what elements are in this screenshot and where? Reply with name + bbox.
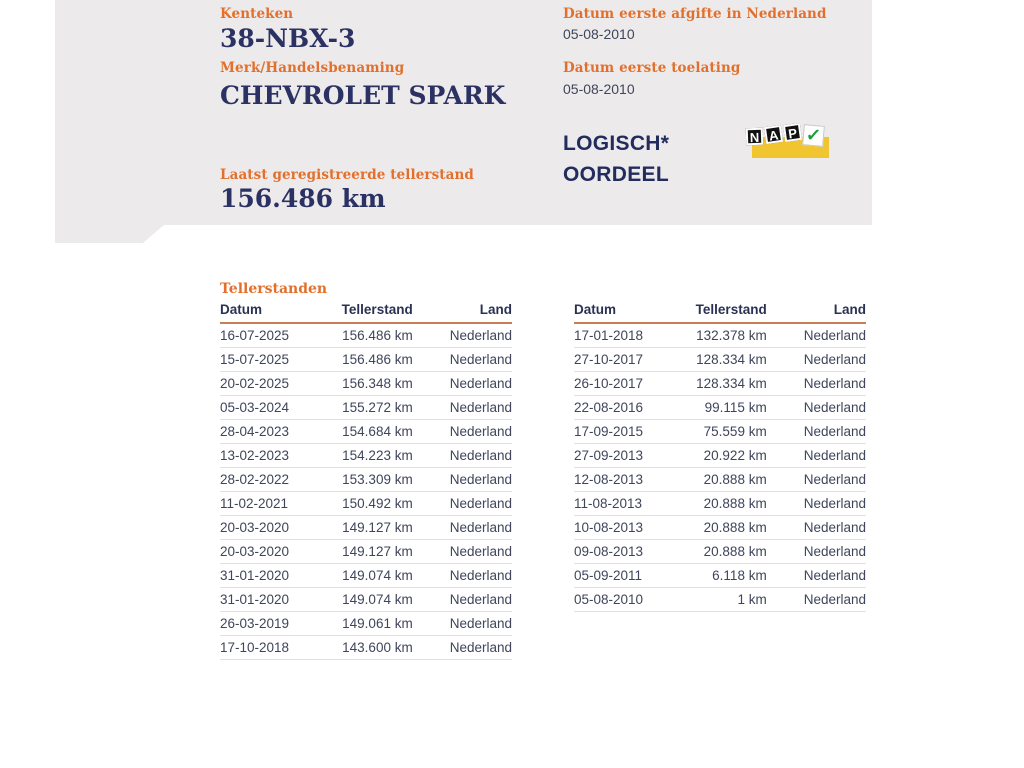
table-row xyxy=(574,588,866,612)
cell-datum: 20-02-2025 xyxy=(220,372,328,396)
merk-label: Merk/Handelsbenaming xyxy=(220,60,405,76)
nap-letter-n: N xyxy=(746,128,764,146)
table-row xyxy=(220,348,512,372)
table-row xyxy=(574,444,866,468)
cell-datum: 20-03-2020 xyxy=(220,540,328,564)
cell-tellerstand: 156.348 km xyxy=(328,372,413,396)
cell-tellerstand: 20.922 km xyxy=(682,444,767,468)
cell-land: Nederland xyxy=(767,492,866,516)
cell-tellerstand: 6.118 km xyxy=(682,564,767,588)
cell-datum: 26-03-2019 xyxy=(220,612,328,636)
table-row xyxy=(574,540,866,564)
cell-tellerstand: 143.600 km xyxy=(328,636,413,660)
table-row xyxy=(574,323,866,348)
cell-datum: 05-03-2024 xyxy=(220,396,328,420)
table-row xyxy=(220,588,512,612)
cell-land: Nederland xyxy=(767,564,866,588)
cell-land: Nederland xyxy=(413,636,512,660)
cell-tellerstand: 20.888 km xyxy=(682,468,767,492)
table-header-row xyxy=(574,300,866,323)
cell-tellerstand: 154.223 km xyxy=(328,444,413,468)
afgifte-label: Datum eerste afgifte in Nederland xyxy=(563,6,827,22)
cell-tellerstand: 149.127 km xyxy=(328,516,413,540)
cell-datum: 11-02-2021 xyxy=(220,492,328,516)
cell-land: Nederland xyxy=(767,372,866,396)
cell-tellerstand: 156.486 km xyxy=(328,323,413,348)
cell-datum: 13-02-2023 xyxy=(220,444,328,468)
cell-tellerstand: 149.061 km xyxy=(328,612,413,636)
cell-datum: 17-01-2018 xyxy=(574,323,682,348)
cell-datum: 28-02-2022 xyxy=(220,468,328,492)
cell-datum: 17-09-2015 xyxy=(574,420,682,444)
cell-tellerstand: 128.334 km xyxy=(682,372,767,396)
table-row xyxy=(220,612,512,636)
merk-value: CHEVROLET SPARK xyxy=(220,81,506,110)
table-row xyxy=(220,564,512,588)
laatst-tellerstand-value: 156.486 km xyxy=(220,184,386,213)
kenteken-label: Kenteken xyxy=(220,6,294,22)
cell-land: Nederland xyxy=(413,396,512,420)
table-row xyxy=(220,540,512,564)
cell-datum: 05-08-2010 xyxy=(574,588,682,612)
table-row xyxy=(220,372,512,396)
table-row xyxy=(574,348,866,372)
table-row xyxy=(220,444,512,468)
cell-land: Nederland xyxy=(413,420,512,444)
cell-land: Nederland xyxy=(767,444,866,468)
cell-datum: 09-08-2013 xyxy=(574,540,682,564)
cell-tellerstand: 99.115 km xyxy=(682,396,767,420)
cell-tellerstand: 20.888 km xyxy=(682,516,767,540)
cell-datum: 17-10-2018 xyxy=(220,636,328,660)
cell-land: Nederland xyxy=(767,420,866,444)
cell-datum: 31-01-2020 xyxy=(220,564,328,588)
cell-datum: 31-01-2020 xyxy=(220,588,328,612)
cell-tellerstand: 128.334 km xyxy=(682,348,767,372)
toelating-value: 05-08-2010 xyxy=(563,81,635,97)
table-row xyxy=(220,420,512,444)
nap-letter-a: A xyxy=(764,125,783,144)
table-row xyxy=(574,492,866,516)
tellerstanden-table-left xyxy=(220,300,512,660)
table-row xyxy=(220,492,512,516)
cell-land: Nederland xyxy=(413,492,512,516)
cell-datum: 22-08-2016 xyxy=(574,396,682,420)
oordeel-line1: LOGISCH* xyxy=(563,132,670,155)
cell-tellerstand: 149.074 km xyxy=(328,588,413,612)
cell-tellerstand: 20.888 km xyxy=(682,540,767,564)
cell-tellerstand: 150.492 km xyxy=(328,492,413,516)
cell-land: Nederland xyxy=(413,564,512,588)
cell-land: Nederland xyxy=(413,588,512,612)
cell-tellerstand: 156.486 km xyxy=(328,348,413,372)
cell-land: Nederland xyxy=(767,323,866,348)
afgifte-value: 05-08-2010 xyxy=(563,26,635,42)
cell-land: Nederland xyxy=(413,468,512,492)
column-header-datum: Datum xyxy=(574,300,682,323)
table-row xyxy=(574,516,866,540)
oordeel-text xyxy=(563,128,669,190)
cell-tellerstand: 20.888 km xyxy=(682,492,767,516)
cell-tellerstand: 155.272 km xyxy=(328,396,413,420)
cell-datum: 12-08-2013 xyxy=(574,468,682,492)
table-row xyxy=(220,323,512,348)
cell-datum: 28-04-2023 xyxy=(220,420,328,444)
laatst-tellerstand-label: Laatst geregistreerde tellerstand xyxy=(220,167,474,183)
nap-letter-p: P xyxy=(783,123,802,142)
cell-tellerstand: 154.684 km xyxy=(328,420,413,444)
table-row xyxy=(220,396,512,420)
cell-datum: 16-07-2025 xyxy=(220,323,328,348)
table-row xyxy=(574,468,866,492)
cell-tellerstand: 153.309 km xyxy=(328,468,413,492)
cell-land: Nederland xyxy=(413,348,512,372)
cell-datum: 26-10-2017 xyxy=(574,372,682,396)
cell-datum: 15-07-2025 xyxy=(220,348,328,372)
nap-checkmark-icon: ✓ xyxy=(802,124,825,147)
cell-datum: 11-08-2013 xyxy=(574,492,682,516)
tellerstanden-heading: Tellerstanden xyxy=(220,281,328,297)
cell-land: Nederland xyxy=(413,516,512,540)
cell-tellerstand: 1 km xyxy=(682,588,767,612)
toelating-label: Datum eerste toelating xyxy=(563,60,741,76)
cell-land: Nederland xyxy=(767,588,866,612)
cell-land: Nederland xyxy=(767,348,866,372)
table-row xyxy=(574,564,866,588)
cell-tellerstand: 75.559 km xyxy=(682,420,767,444)
cell-datum: 27-09-2013 xyxy=(574,444,682,468)
table-row xyxy=(574,420,866,444)
cell-tellerstand: 149.127 km xyxy=(328,540,413,564)
table-row xyxy=(220,468,512,492)
cell-land: Nederland xyxy=(413,372,512,396)
cell-datum: 20-03-2020 xyxy=(220,516,328,540)
cell-land: Nederland xyxy=(413,444,512,468)
table-row xyxy=(574,396,866,420)
table-row xyxy=(574,372,866,396)
cell-tellerstand: 149.074 km xyxy=(328,564,413,588)
column-header-land: Land xyxy=(413,300,512,323)
cell-land: Nederland xyxy=(413,540,512,564)
cell-land: Nederland xyxy=(767,468,866,492)
cell-land: Nederland xyxy=(767,540,866,564)
column-header-land: Land xyxy=(767,300,866,323)
cell-datum: 10-08-2013 xyxy=(574,516,682,540)
column-header-tellerstand: Tellerstand xyxy=(682,300,767,323)
column-header-tellerstand: Tellerstand xyxy=(328,300,413,323)
cell-datum: 27-10-2017 xyxy=(574,348,682,372)
column-header-datum: Datum xyxy=(220,300,328,323)
header-panel-flap xyxy=(55,225,164,243)
table-row xyxy=(220,636,512,660)
cell-land: Nederland xyxy=(413,323,512,348)
kenteken-value: 38-NBX-3 xyxy=(220,24,356,53)
oordeel-line2: OORDEEL xyxy=(563,163,669,186)
cell-land: Nederland xyxy=(413,612,512,636)
cell-land: Nederland xyxy=(767,516,866,540)
cell-datum: 05-09-2011 xyxy=(574,564,682,588)
table-row xyxy=(220,516,512,540)
nap-logo xyxy=(746,123,838,163)
header-panel xyxy=(55,0,872,225)
table-header-row xyxy=(220,300,512,323)
cell-land: Nederland xyxy=(767,396,866,420)
tellerstanden-table-right xyxy=(574,300,866,612)
cell-tellerstand: 132.378 km xyxy=(682,323,767,348)
